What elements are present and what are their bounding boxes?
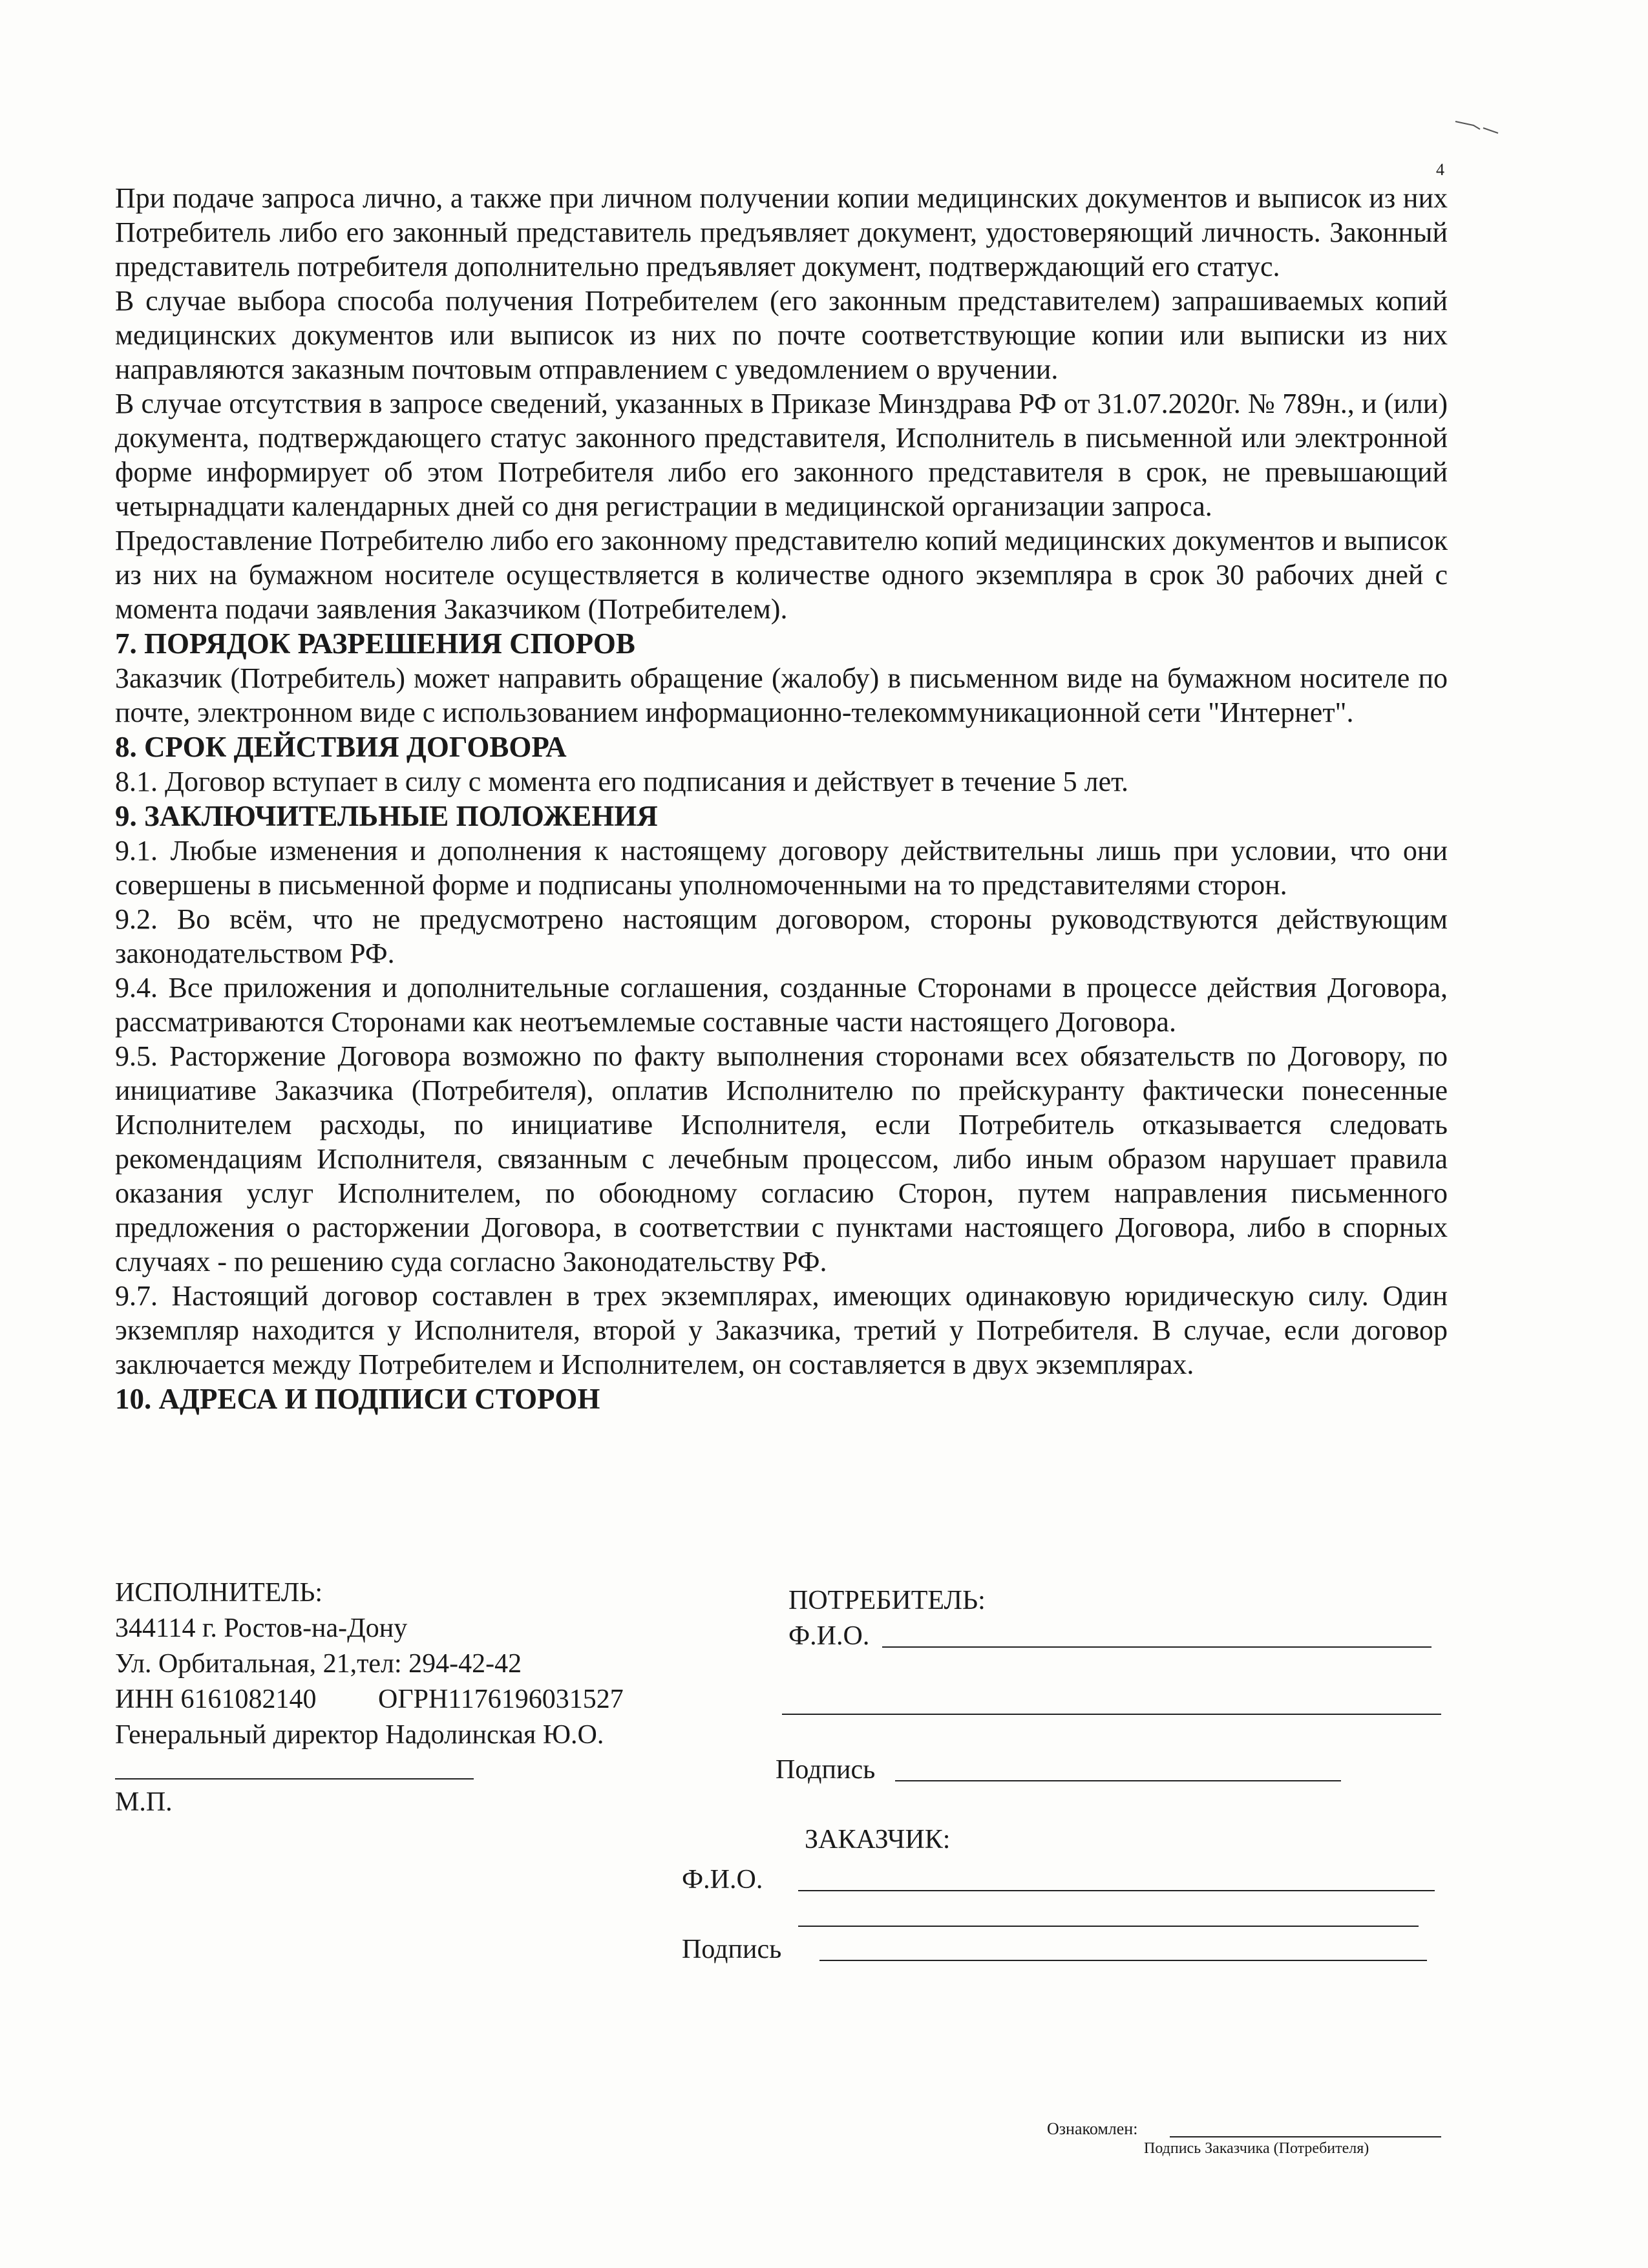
consumer-signature-label: Подпись bbox=[776, 1755, 876, 1785]
customer-fio-field-line-2[interactable] bbox=[798, 1926, 1419, 1927]
clause-9-1: 9.1. Любые изменения и дополнения к настоящему договору действительны лишь при условии, что они совершены в письменной форме и подписаны уполномоченными на то представителями сторон. bbox=[115, 835, 1448, 901]
executor-stamp-label: М.П. bbox=[115, 1787, 173, 1817]
section-9-heading: 9. ЗАКЛЮЧИТЕЛЬНЫЕ ПОЛОЖЕНИЯ bbox=[115, 800, 658, 832]
acknowledged-caption: Подпись Заказчика (Потребителя) bbox=[1144, 2140, 1369, 2157]
executor-ogrn: ОГРН1176196031527 bbox=[378, 1685, 624, 1714]
executor-address-city: 344114 г. Ростов-на-Дону bbox=[115, 1613, 408, 1643]
clause-9-2: 9.2. Во всём, что не предусмотрено настоящим договором, стороны руководствуются действующим законодательством РФ. bbox=[115, 903, 1448, 969]
consumer-fio-field[interactable] bbox=[882, 1646, 1431, 1648]
clause-9-5: 9.5. Расторжение Договора возможно по факту выполнения сторонами всех обязательств по Договору, по инициативе Заказчика (Потребителя), оплатив Исполнителю по прейскуранту фактически понесенные Исполнителем расходы, по инициативе Исполнителя, если Потребитель отказывается следовать рекомендациям Исполнителя, связанным с лечебным процессом, либо иным образом нарушает правила оказания услуг Исполнителем, по обоюдному согласию Сторон, путем направления письменного предложения о расторжении Договора, в соответствии с пунктами настоящего Договора, либо в спорных случаях - по решению суда согласно Законодательству РФ. bbox=[115, 1040, 1448, 1277]
customer-fio-field[interactable] bbox=[798, 1890, 1435, 1891]
executor-title: ИСПОЛНИТЕЛЬ: bbox=[115, 1578, 323, 1608]
clause-9-7: 9.7. Настоящий договор составлен в трех экземплярах, имеющих одинаковую юридическую силу. Один экземпляр находится у Исполнителя, второй у Заказчика, третий у Потребителя. В случае, если договор заключается между Потребителем и Исполнителем, он составляется в двух экземплярах. bbox=[115, 1280, 1448, 1380]
section-8-heading: 8. СРОК ДЕЙСТВИЯ ДОГОВОРА bbox=[115, 731, 567, 763]
executor-signature-line[interactable] bbox=[115, 1778, 474, 1780]
contract-body bbox=[115, 181, 1448, 1416]
paragraph-copies-term: Предоставление Потребителю либо его законному представителю копий медицинских документов и выписок из них на бумажном носителе осуществляется в количестве одного экземпляра в срок 30 рабочих дней с момента подачи заявления Заказчиком (Потребителем). bbox=[115, 525, 1448, 625]
customer-signature-field[interactable] bbox=[819, 1960, 1427, 1961]
section-10-heading: 10. АДРЕСА И ПОДПИСИ СТОРОН bbox=[115, 1383, 600, 1415]
customer-signature-label: Подпись bbox=[682, 1935, 782, 1964]
scan-mark-icon bbox=[1454, 116, 1499, 136]
consumer-title: ПОТРЕБИТЕЛЬ: bbox=[788, 1586, 986, 1615]
clause-8-1: 8.1. Договор вступает в силу с момента его подписания и действует в течение 5 лет. bbox=[115, 766, 1129, 797]
paragraph-personal-request: При подаче запроса лично, а также при личном получении копии медицинских документов и выписок из них Потребитель либо его законный представитель предъявляет документ, удостоверяющий личность. Законный представитель потребителя дополнительно предъявляет документ, подтверждающий его статус. bbox=[115, 182, 1448, 282]
clause-9-4: 9.4. Все приложения и дополнительные соглашения, созданные Сторонами в процессе действия Договора, рассматриваются Сторонами как неотъемлемые составные части настоящего Договора. bbox=[115, 972, 1448, 1038]
executor-address-street: Ул. Орбитальная, 21,тел: 294-42-42 bbox=[115, 1649, 522, 1679]
consumer-fio-field-line-2[interactable] bbox=[782, 1714, 1441, 1715]
paragraph-postal-delivery: В случае выбора способа получения Потребителем (его законным представителем) запрашиваемых копий медицинских документов или выписок из них по почте соответствующие копии или выписки из них направляются заказным почтовым отправлением с уведомлением о вручении. bbox=[115, 285, 1448, 385]
executor-inn: ИНН 6161082140 bbox=[115, 1685, 317, 1714]
customer-fio-label: Ф.И.О. bbox=[682, 1865, 763, 1895]
executor-director: Генеральный директор Надолинская Ю.О. bbox=[115, 1720, 604, 1750]
page-number: 4 bbox=[1436, 160, 1444, 179]
consumer-fio-label: Ф.И.О. bbox=[788, 1621, 870, 1651]
section-7-heading: 7. ПОРЯДОК РАЗРЕШЕНИЯ СПОРОВ bbox=[115, 627, 635, 660]
section-7-text: Заказчик (Потребитель) может направить обращение (жалобу) в письменном виде на бумажном носителе по почте, электронном виде с использованием информационно-телекоммуникационной сети "Интернет". bbox=[115, 662, 1448, 728]
paragraph-missing-info: В случае отсутствия в запросе сведений, указанных в Приказе Минздрава РФ от 31.07.2020г. № 789н., и (или) документа, подтверждающего статус законного представителя, Исполнитель в письменной или электронной форме информирует об этом Потребителя либо его законного представителя в срок, не превышающий четырнадцати календарных дней со дня регистрации в медицинской организации запроса. bbox=[115, 388, 1448, 522]
consumer-signature-field[interactable] bbox=[895, 1780, 1341, 1781]
customer-title: ЗАКАЗЧИК: bbox=[805, 1825, 951, 1854]
acknowledged-signature-field[interactable] bbox=[1170, 2136, 1441, 2137]
acknowledged-label: Ознакомлен: bbox=[1047, 2119, 1138, 2138]
